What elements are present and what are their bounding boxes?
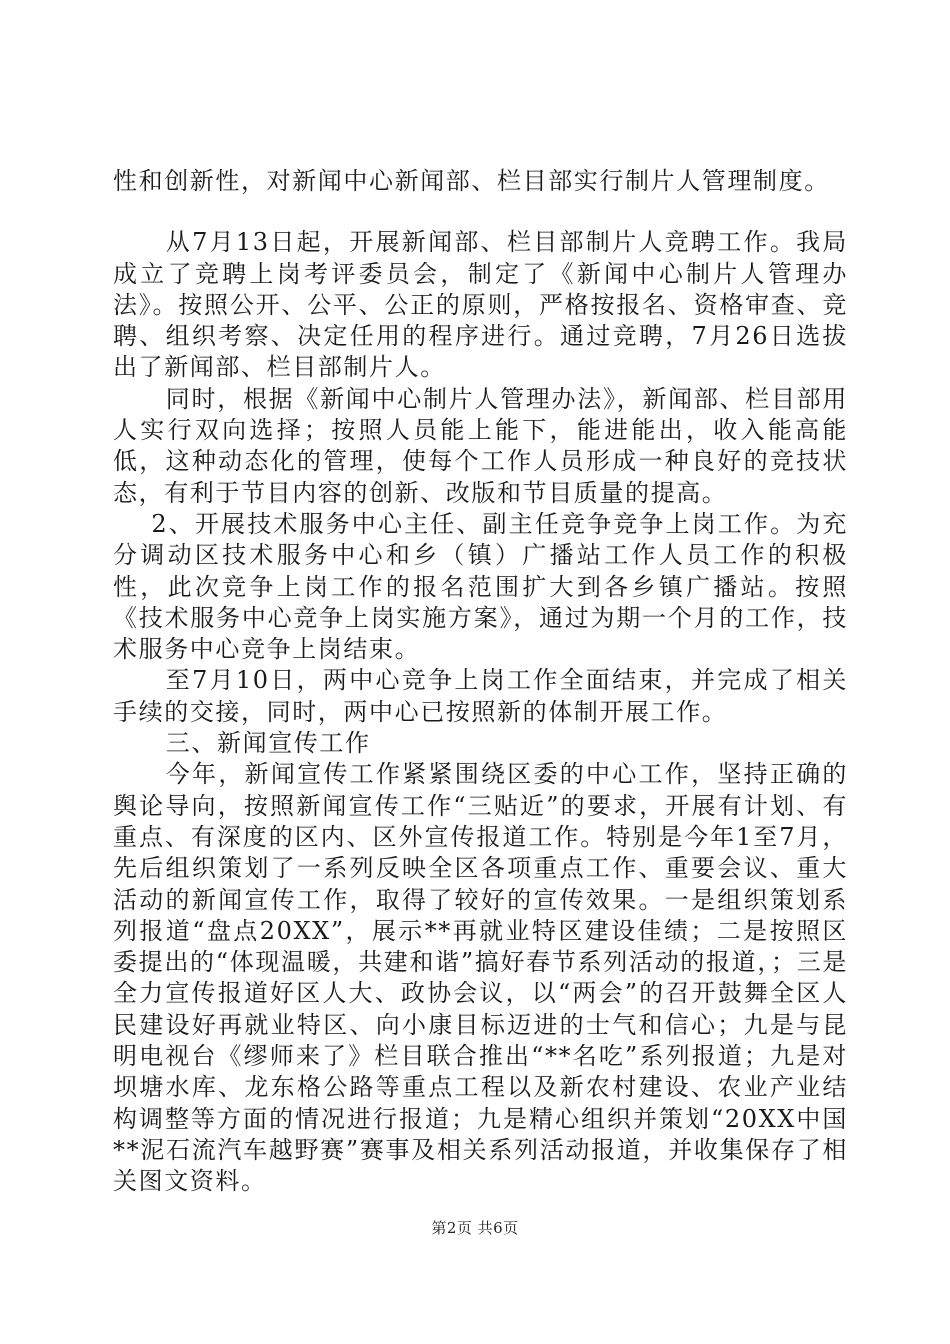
paragraph-two-way-selection: 同时，根据《新闻中心制片人管理办法》，新闻部、栏目部用人实行双向选择；按照人员能上能下，能进能出，收入能高能低，这种动态化的管理，使每个工作人员形成一种良好的竞技状态，有利于节目内容的创新、改版和节目质量的提高。 [113, 384, 848, 507]
page-footer: 第2页 共6页 [431, 1219, 519, 1237]
paragraph-recruitment: 从7月13日起，开展新闻部、栏目部制片人竞聘工作。我局成立了竞聘上岗考评委员会，制定了《新闻中心制片人管理办法》。按照公开、公平、公正的原则，严格按报名、资格审查、竞聘、组织考察、决定任用的程序进行。通过竞聘，7月26日选拔出了新闻部、栏目部制片人。 [113, 228, 848, 382]
paragraph-continuation: 性和创新性，对新闻中心新闻部、栏目部实行制片人管理制度。 [113, 167, 830, 195]
paragraph-news-publicity: 今年，新闻宣传工作紧紧围绕区委的中心工作，坚持正确的舆论导向，按照新闻宣传工作“三贴近”的要求，开展有计划、有重点、有深度的区内、区外宣传报道工作。特别是今年1至7月，先后组织策划了一系列反映全区各项重点工作、重要会议、重大活动的新闻宣传工作，取得了较好的宣传效果。一是组织策划系列报道“盘点20XX”，展示**再就业特区建设佳绩；二是按照区委提出的“体现温暖，共建和谐”搞好春节系列活动的报道，；三是全力宣传报道好区人大、政协会议，以“两会”的召开鼓舞全区人民建设好再就业特区、向小康目标迈进的士气和信心；九是与昆明电视台《缪师来了》栏目联合推出“**名吃”系列报道；九是对坝塘水库、龙东格公路等重点工程以及新农村建设、农业产业结构调整等方面的情况进行报道；九是精心组织并策划“20XX中国**泥石流汽车越野赛”赛事及相关系列活动报道，并收集保存了相关图文资料。 [113, 760, 848, 1196]
section-heading-news: 三、新闻宣传工作 [165, 729, 371, 758]
paragraph-completion: 至7月10日，两中心竞争上岗工作全面结束，并完成了相关手续的交接，同时，两中心已按照新的体制开展工作。 [113, 666, 848, 726]
paragraph-gap [113, 197, 848, 227]
document-body [113, 166, 848, 1198]
paragraph-tech-center: 2、开展技术服务中心主任、副主任竞争竞争上岗工作。为充分调动区技术服务中心和乡（镇）广播站工作人员工作的积极性，此次竞争上岗工作的报名范围扩大到各乡镇广播站。按照《技术服务中心竞争上岗实施方案》，通过为期一个月的工作，技术服务中心竞争上岗结束。 [113, 509, 848, 664]
